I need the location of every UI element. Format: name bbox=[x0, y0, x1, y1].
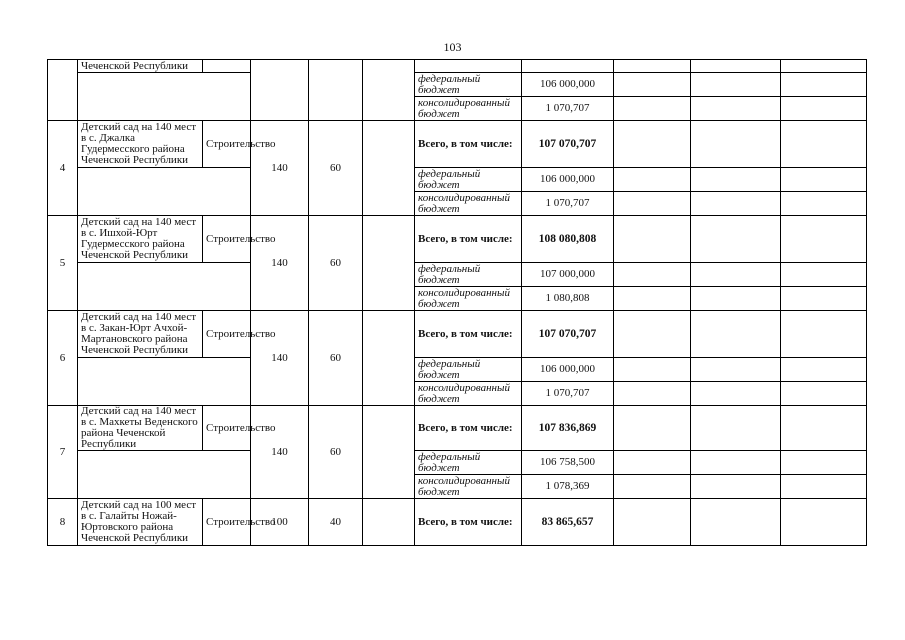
amount-cell: 1 080,808 bbox=[522, 287, 614, 311]
empty-cell bbox=[78, 358, 251, 406]
empty-cell bbox=[78, 263, 251, 311]
empty-cell bbox=[614, 168, 691, 192]
empty-cell bbox=[614, 97, 691, 121]
object-name-cell: Детский сад на 140 мест в с. Ишхой-Юрт Гудермесского района Чеченской Республики bbox=[78, 216, 203, 263]
funding-source-cell: консолидированный бюджет bbox=[415, 287, 522, 311]
table-row bbox=[48, 499, 867, 546]
empty-cell bbox=[691, 216, 781, 263]
empty-cell bbox=[251, 60, 309, 121]
funding-source-cell: федеральный бюджет bbox=[415, 168, 522, 192]
row-number-cell: 7 bbox=[48, 406, 78, 499]
empty-cell bbox=[691, 121, 781, 168]
work-type-cell: Строительство bbox=[203, 216, 251, 263]
empty-cell bbox=[781, 311, 867, 358]
total-label-cell: Всего, в том числе: bbox=[415, 406, 522, 451]
amount-cell: 1 078,369 bbox=[522, 475, 614, 499]
total-amount-cell: 107 836,869 bbox=[522, 406, 614, 451]
capacity-cell: 140 bbox=[251, 311, 309, 406]
empty-cell bbox=[781, 406, 867, 451]
empty-cell bbox=[781, 216, 867, 263]
total-amount-cell: 107 070,707 bbox=[522, 311, 614, 358]
total-label-cell: Всего, в том числе: bbox=[415, 499, 522, 546]
empty-cell bbox=[781, 358, 867, 382]
empty-cell bbox=[781, 60, 867, 73]
empty-cell bbox=[691, 451, 781, 475]
empty-cell bbox=[614, 406, 691, 451]
empty-cell bbox=[363, 499, 415, 546]
empty-cell bbox=[691, 311, 781, 358]
empty-cell bbox=[691, 97, 781, 121]
object-name-cell: Детский сад на 140 мест в с. Джалка Гудермесского района Чеченской Республики bbox=[78, 121, 203, 168]
object-name-cell: Чеченской Республики bbox=[78, 60, 203, 73]
empty-cell bbox=[781, 263, 867, 287]
amount-cell: 1 070,707 bbox=[522, 192, 614, 216]
empty-cell bbox=[691, 406, 781, 451]
empty-cell bbox=[614, 60, 691, 73]
table-row bbox=[48, 311, 867, 358]
empty-cell bbox=[781, 168, 867, 192]
total-label-cell: Всего, в том числе: bbox=[415, 311, 522, 358]
empty-cell bbox=[78, 168, 251, 216]
amount-cell: 107 000,000 bbox=[522, 263, 614, 287]
table-row bbox=[48, 121, 867, 168]
empty-cell bbox=[614, 263, 691, 287]
funding-source-cell: консолидированный бюджет bbox=[415, 475, 522, 499]
empty-cell bbox=[614, 451, 691, 475]
work-type-cell: Строительство bbox=[203, 406, 251, 451]
object-name-cell: Детский сад на 100 мест в с. Галайты Ножай-Юртовского района Чеченской Республики bbox=[78, 499, 203, 546]
total-amount-cell: 108 080,808 bbox=[522, 216, 614, 263]
jobs-cell: 60 bbox=[309, 311, 363, 406]
empty-cell bbox=[691, 382, 781, 406]
empty-cell bbox=[781, 451, 867, 475]
empty-cell bbox=[614, 216, 691, 263]
amount-cell: 106 000,000 bbox=[522, 73, 614, 97]
empty-cell bbox=[691, 287, 781, 311]
table-row bbox=[48, 358, 867, 382]
table-row bbox=[48, 451, 867, 475]
empty-cell bbox=[614, 192, 691, 216]
jobs-cell: 60 bbox=[309, 406, 363, 499]
empty-cell bbox=[415, 60, 522, 73]
capacity-cell: 140 bbox=[251, 406, 309, 499]
capacity-cell: 140 bbox=[251, 121, 309, 216]
empty-cell bbox=[691, 499, 781, 546]
funding-source-cell: федеральный бюджет bbox=[415, 451, 522, 475]
empty-cell bbox=[614, 287, 691, 311]
work-type-cell: Строительство bbox=[203, 121, 251, 168]
funding-table bbox=[47, 59, 867, 546]
empty-cell bbox=[781, 475, 867, 499]
table-row bbox=[48, 168, 867, 192]
table-row bbox=[48, 216, 867, 263]
empty-cell bbox=[781, 97, 867, 121]
object-name-cell: Детский сад на 140 мест в с. Махкеты Веденского района Чеченской Республики bbox=[78, 406, 203, 451]
funding-source-cell: консолидированный бюджет bbox=[415, 192, 522, 216]
table-row bbox=[48, 263, 867, 287]
empty-cell bbox=[614, 121, 691, 168]
empty-cell bbox=[522, 60, 614, 73]
page-number: 103 bbox=[443, 40, 462, 54]
work-type-cell: Строительство bbox=[203, 311, 251, 358]
row-number-cell: 6 bbox=[48, 311, 78, 406]
work-type-cell: Строительство bbox=[203, 499, 251, 546]
amount-cell: 106 758,500 bbox=[522, 451, 614, 475]
empty-cell bbox=[203, 60, 251, 73]
capacity-cell: 100 bbox=[251, 499, 309, 546]
empty-cell bbox=[614, 499, 691, 546]
empty-cell bbox=[363, 121, 415, 216]
amount-cell: 106 000,000 bbox=[522, 168, 614, 192]
amount-cell: 106 000,000 bbox=[522, 358, 614, 382]
empty-cell bbox=[781, 121, 867, 168]
funding-source-cell: консолидированный бюджет bbox=[415, 97, 522, 121]
empty-cell bbox=[78, 451, 251, 499]
table-row bbox=[48, 406, 867, 451]
total-amount-cell: 83 865,657 bbox=[522, 499, 614, 546]
total-amount-cell: 107 070,707 bbox=[522, 121, 614, 168]
jobs-cell: 60 bbox=[309, 121, 363, 216]
empty-cell bbox=[363, 60, 415, 121]
row-number-cell: 4 bbox=[48, 121, 78, 216]
empty-cell bbox=[78, 73, 251, 121]
empty-cell bbox=[614, 475, 691, 499]
empty-cell bbox=[614, 311, 691, 358]
capacity-cell: 140 bbox=[251, 216, 309, 311]
empty-cell bbox=[691, 475, 781, 499]
row-number-cell: 8 bbox=[48, 499, 78, 546]
empty-cell bbox=[691, 73, 781, 97]
empty-cell bbox=[691, 60, 781, 73]
empty-cell bbox=[691, 168, 781, 192]
empty-cell bbox=[781, 192, 867, 216]
empty-cell bbox=[691, 358, 781, 382]
empty-cell bbox=[691, 192, 781, 216]
amount-cell: 1 070,707 bbox=[522, 382, 614, 406]
empty-cell bbox=[781, 287, 867, 311]
empty-cell bbox=[363, 406, 415, 499]
empty-cell bbox=[309, 60, 363, 121]
jobs-cell: 40 bbox=[309, 499, 363, 546]
amount-cell: 1 070,707 bbox=[522, 97, 614, 121]
object-name-cell: Детский сад на 140 мест в с. Закан-Юрт Ачхой-Мартановского района Чеченской Республики bbox=[78, 311, 203, 358]
funding-source-cell: федеральный бюджет bbox=[415, 263, 522, 287]
row-number-cell bbox=[48, 60, 78, 121]
funding-source-cell: федеральный бюджет bbox=[415, 73, 522, 97]
empty-cell bbox=[614, 73, 691, 97]
empty-cell bbox=[781, 382, 867, 406]
empty-cell bbox=[781, 73, 867, 97]
empty-cell bbox=[363, 216, 415, 311]
table-row bbox=[48, 73, 867, 97]
empty-cell bbox=[614, 382, 691, 406]
funding-source-cell: федеральный бюджет bbox=[415, 358, 522, 382]
empty-cell bbox=[781, 499, 867, 546]
empty-cell bbox=[363, 311, 415, 406]
row-number-cell: 5 bbox=[48, 216, 78, 311]
funding-source-cell: консолидированный бюджет bbox=[415, 382, 522, 406]
table-row bbox=[48, 60, 867, 73]
empty-cell bbox=[691, 263, 781, 287]
total-label-cell: Всего, в том числе: bbox=[415, 121, 522, 168]
empty-cell bbox=[614, 358, 691, 382]
total-label-cell: Всего, в том числе: bbox=[415, 216, 522, 263]
jobs-cell: 60 bbox=[309, 216, 363, 311]
